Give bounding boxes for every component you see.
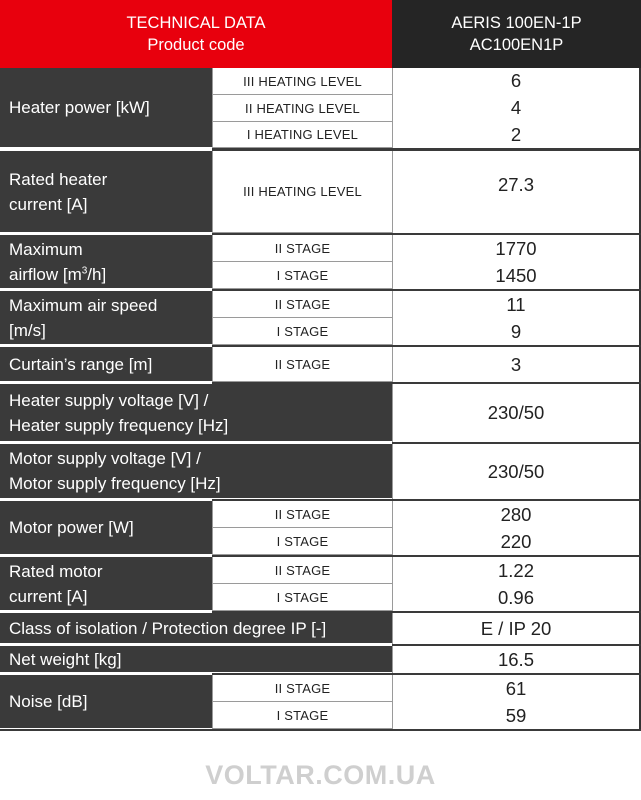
value-max-airflow bbox=[392, 235, 641, 289]
value-heater-power bbox=[392, 68, 641, 148]
value-airflow-ii: 1770 bbox=[495, 237, 537, 259]
sub-noise-i: I STAGE bbox=[212, 702, 392, 729]
sub-heater-i: I HEATING LEVEL bbox=[212, 122, 392, 148]
sub-motor-current-i: I STAGE bbox=[212, 584, 392, 611]
heater-power-label: Heater power [kW] bbox=[9, 98, 150, 117]
max-air-speed-label: Maximum air speed [m/s] bbox=[9, 295, 158, 340]
row-label-motor-power bbox=[0, 501, 212, 555]
row-label-rated-motor-current bbox=[0, 557, 212, 611]
row-label-curtain-range bbox=[0, 347, 212, 382]
header-title bbox=[0, 0, 392, 68]
value-curtain-range: 3 bbox=[392, 347, 641, 382]
sub-motor-power-i: I STAGE bbox=[212, 528, 392, 555]
row-label-heater-supply bbox=[0, 384, 392, 442]
value-isolation-class: E / IP 20 bbox=[392, 613, 641, 644]
sub-airflow-i: I STAGE bbox=[212, 262, 392, 289]
heater-supply-label-line1: Heater supply voltage [V] / bbox=[9, 390, 209, 410]
row-label-noise bbox=[0, 675, 212, 729]
value-air-speed-i: 9 bbox=[510, 320, 522, 342]
sub-air-speed-i: I STAGE bbox=[212, 318, 392, 345]
row-label-max-airflow bbox=[0, 235, 212, 289]
row-label-net-weight bbox=[0, 646, 392, 673]
header-model-line2: AC100EN1P bbox=[469, 36, 564, 54]
motor-supply-label-line2: Motor supply frequency [Hz] bbox=[9, 474, 221, 493]
value-noise-ii: 61 bbox=[505, 677, 527, 699]
sub-heater-iii: III HEATING LEVEL bbox=[212, 68, 392, 95]
curtain-range-label: Curtain’s range [m] bbox=[9, 354, 153, 374]
rated-heater-current-label: Rated heater current [A] bbox=[9, 169, 108, 214]
value-heater-ii: 4 bbox=[510, 96, 522, 118]
value-motor-supply: 230/50 bbox=[392, 444, 641, 499]
max-airflow-label-post: /h] bbox=[87, 264, 107, 284]
watermark: VOLTAR.COM.UA bbox=[205, 760, 436, 790]
value-airflow-i: 1450 bbox=[495, 264, 537, 286]
sub-air-speed-ii: II STAGE bbox=[212, 291, 392, 318]
value-motor-current-i: 0.96 bbox=[497, 586, 534, 608]
value-heater-supply: 230/50 bbox=[392, 384, 641, 442]
value-motor-power bbox=[392, 501, 641, 555]
value-noise-i: 59 bbox=[505, 704, 527, 726]
row-label-heater-power bbox=[0, 68, 212, 148]
sub-heater-ii: II HEATING LEVEL bbox=[212, 95, 392, 122]
sub-noise-ii: II STAGE bbox=[212, 675, 392, 702]
row-label-rated-heater-current bbox=[0, 151, 212, 233]
value-air-speed-ii: 11 bbox=[506, 293, 526, 315]
value-heater-iii: 6 bbox=[510, 70, 522, 92]
value-noise bbox=[392, 675, 641, 729]
table-bottom-border bbox=[0, 729, 641, 731]
max-airflow-label bbox=[9, 237, 122, 287]
sub-rated-heater-current: III HEATING LEVEL bbox=[212, 151, 392, 233]
value-motor-current-ii: 1.22 bbox=[497, 559, 534, 581]
heater-supply-label-line2: Heater supply frequency [Hz] bbox=[9, 415, 229, 435]
header-model-line1: AERIS 100EN-1P bbox=[451, 14, 582, 32]
header-title-line2: Product code bbox=[147, 36, 245, 54]
value-motor-power-ii: 280 bbox=[500, 503, 532, 525]
motor-power-label: Motor power [W] bbox=[9, 518, 134, 537]
rated-motor-current-label: Rated motor current [A] bbox=[9, 561, 103, 606]
value-net-weight: 16.5 bbox=[392, 646, 641, 673]
noise-label: Noise [dB] bbox=[9, 692, 88, 711]
net-weight-label: Net weight [kg] bbox=[9, 649, 122, 669]
value-rated-heater-current: 27.3 bbox=[392, 151, 641, 218]
sub-motor-current-ii: II STAGE bbox=[212, 557, 392, 584]
header-title-line1: TECHNICAL DATA bbox=[126, 14, 266, 32]
motor-supply-label-line1: Motor supply voltage [V] / bbox=[9, 449, 201, 468]
value-rated-motor-current bbox=[392, 557, 641, 611]
row-label-isolation-class bbox=[0, 613, 392, 644]
value-heater-i: 2 bbox=[510, 123, 522, 145]
row-label-max-air-speed bbox=[0, 291, 212, 345]
max-airflow-label-pre: Maximum airflow [m bbox=[9, 239, 83, 284]
value-max-air-speed bbox=[392, 291, 641, 345]
value-rated-heater-current-spacer bbox=[392, 218, 641, 233]
sub-curtain-range: II STAGE bbox=[212, 347, 392, 382]
isolation-class-label: Class of isolation / Protection degree IP [-] bbox=[9, 618, 327, 638]
sub-airflow-ii: II STAGE bbox=[212, 235, 392, 262]
header-model bbox=[392, 0, 641, 68]
row-label-motor-supply bbox=[0, 444, 392, 499]
sub-motor-power-ii: II STAGE bbox=[212, 501, 392, 528]
value-motor-power-i: 220 bbox=[500, 530, 532, 552]
max-airflow-label-sup: 3 bbox=[81, 264, 88, 276]
